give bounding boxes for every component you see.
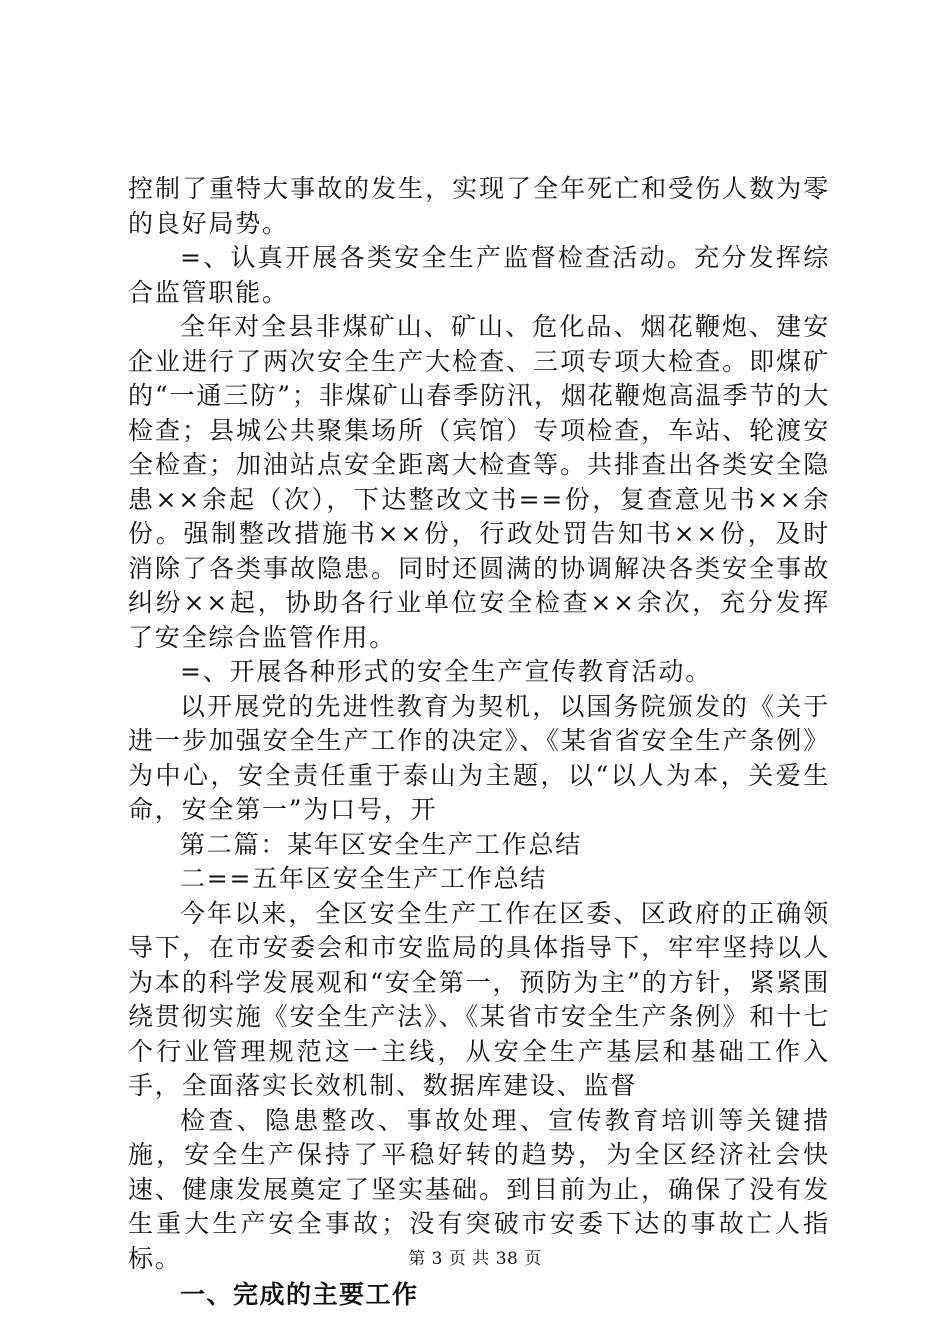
paragraph-continuation: 控制了重特大事故的发生，实现了全年死亡和受伤人数为零的良好局势。 <box>128 174 830 238</box>
paragraph-education-details: 以开展党的先进性教育为契机，以国务院颁发的《关于进一步加强安全生产工作的决定》、《某省省安全生产条例》为中心，安全责任重于泰山为主题，以“以人为本，关爱生命，安全第一”为口号，开 <box>128 691 830 824</box>
paragraph-section-education-title: =、开展各种形式的安全生产宣传教育活动。 <box>180 657 712 686</box>
section-heading: 一、完成的主要工作 <box>180 1280 419 1309</box>
document-body <box>128 172 830 1314</box>
paragraph-report-title: 二==五年区安全生产工作总结 <box>180 864 548 893</box>
paragraph-inspection-details: 全年对全县非煤矿山、矿山、危化品、烟花鞭炮、建安企业进行了两次安全生产大检查、三项专项大检查。即煤矿的“一通三防”；非煤矿山春季防汛，烟花鞭炮高温季节的大检查；县城公共聚集场所（宾馆）专项检查，车站、轮渡安全检查；加油站点安全距离大检查等。共排查出各类安全隐患××余起（次），下达整改文书==份，复查意见书××余份。强制整改措施书××份，行政处罚告知书××份，及时消除了各类事故隐患。同时还圆满的协调解决各类安全事故纠纷××起，协助各行业单位安全检查××余次，充分发挥了安全综合监管作用。 <box>128 312 830 652</box>
page-footer: 第 3 页 共 38 页 <box>408 1249 542 1269</box>
paragraph-report-intro: 今年以来，全区安全生产工作在区委、区政府的正确领导下，在市安委会和市安监局的具体指导下，牢牢坚持以人为本的科学发展观和“安全第一，预防为主”的方针，紧紧围绕贯彻实施《安全生产法》、《某省市安全生产条例》和十七个行业管理规范这一主线，从安全生产基层和基础工作入手，全面落实长效机制、数据库建设、监督 <box>128 898 830 1100</box>
paragraph-section-inspection-title: =、认真开展各类安全生产监督检查活动。充分发挥综合监管职能。 <box>128 243 830 307</box>
paragraph-report-results: 检查、隐患整改、事故处理、宣传教育培训等关键措施，安全生产保持了平稳好转的趋势，为全区经济社会快速、健康发展奠定了坚实基础。到目前为止，确保了没有发生重大生产安全事故；没有突破市安委下达的事故亡人指标。 <box>128 1105 830 1273</box>
paragraph-chapter-title: 第二篇：某年区安全生产工作总结 <box>180 829 583 859</box>
